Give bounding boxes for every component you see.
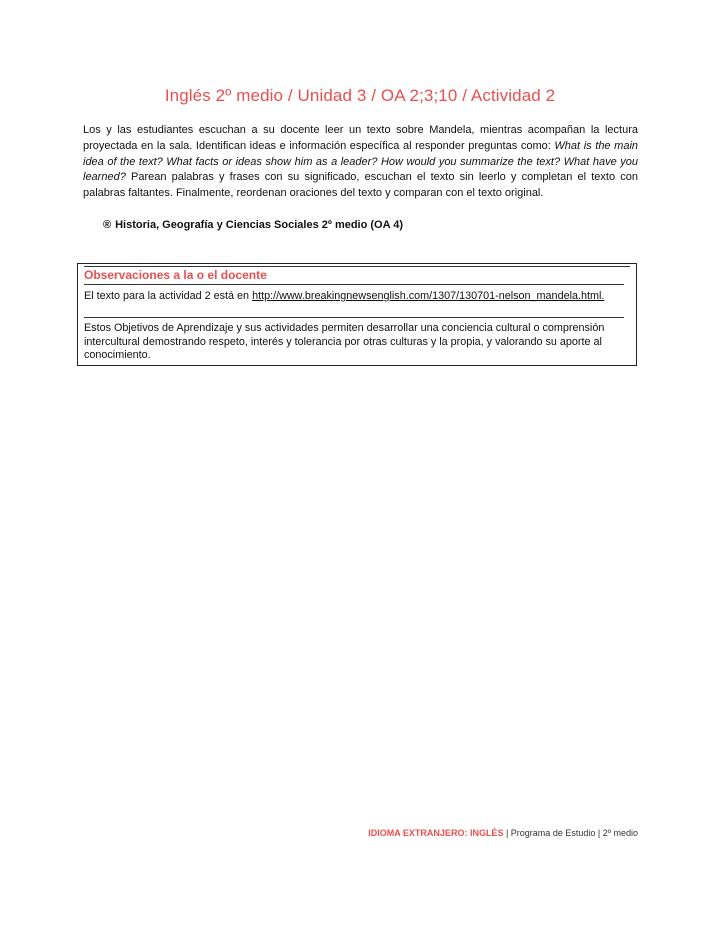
footer-program: Programa de Estudio [510,828,596,838]
observations-title: Observaciones a la o el docente [84,268,267,282]
observations-link-prefix: El texto para la actividad 2 está en [84,290,253,302]
observations-paragraph-2: Estos Objetivos de Aprendizaje y sus actividades permiten desarrollar una conciencia cultural o comprensión intercultural demostrando respeto, interés y tolerancia por otras culturas y la propia, y valorando su aporte al conocimiento. [84,322,605,361]
registered-icon: ® [103,219,112,231]
footer-separator: | [595,828,603,838]
intro-text-1: Los y las estudiantes escuchan a su docente leer un texto sobre Mandela, mientras acompañan la lectura proyectada en la sala. Identifican ideas e información específica al responder preguntas como: [83,124,638,152]
observations-paragraph-1 [84,290,624,303]
page-title: Inglés 2º medio / Unidad 3 / OA 2;3;10 / Actividad 2 [164,86,556,105]
intro-questions: What is the main idea of the text? What facts or ideas show him as a leader? How would you summarize the text? What have you learned? [83,139,639,184]
cross-reference-label: Historia, Geografía y Ciencias Sociales 2º medio (OA 4) [115,219,403,231]
observations-top-rule [84,266,630,267]
text-source-link[interactable]: http://www.breakingnewsenglish.com/1307/130701-nelson_mandela.html. [252,290,605,302]
activity-description [83,123,638,202]
observations-divider [84,284,624,285]
page-footer [0,828,638,838]
footer-subject: IDIOMA EXTRANJERO: INGLÉS [368,828,504,838]
observations-box [77,263,637,366]
cross-reference [103,219,403,231]
footer-grade: 2º medio [602,828,638,838]
observations-divider-2 [84,317,624,318]
intro-text-2: Parean palabras y frases con su significado, escuchan el texto sin leerlo y completan el texto con palabras faltantes. Finalmente, reordenan oraciones del texto y comparan con el texto original. [83,171,638,200]
footer-separator: | [503,828,511,838]
